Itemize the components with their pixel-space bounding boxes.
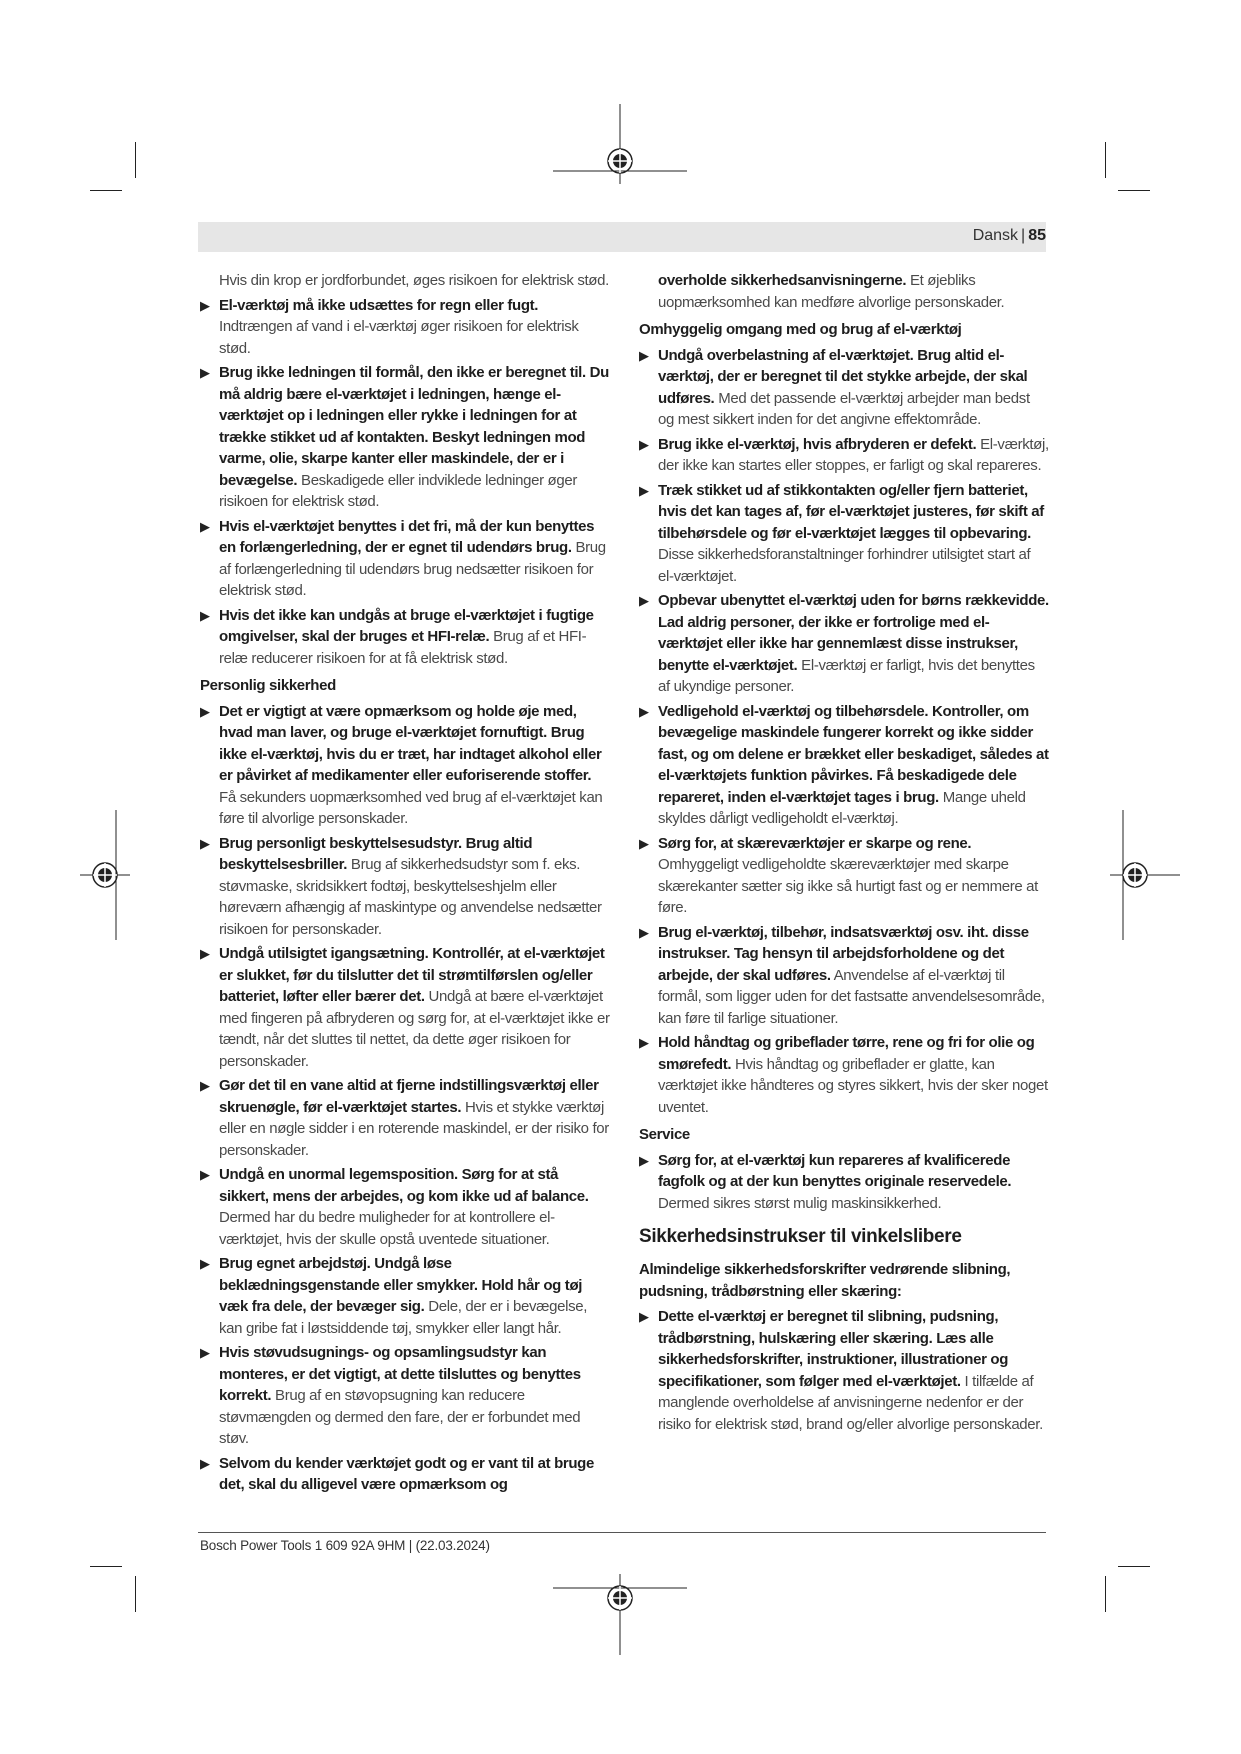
safety-item-rule: Sørg for, at skæreværktøjer er skarpe og rene. [658,834,972,852]
bullet-arrow-icon: ▶ [200,1078,210,1093]
safety-item [639,1032,1049,1118]
safety-item-rule: Opbevar ubenyttet el-værktøj uden for børns rækkevidde. Lad aldrig personer, der ikke er fortrolige med el-værktøjet eller ikke har gennemlæst disse instrukser, benytte el-værktøjet. [658,592,1049,674]
safety-item [200,1253,610,1339]
safety-item-rule: Brug ikke ledningen til formål, den ikke er beregnet til. Du må aldrig bære el-værktøjet i ledningen, hænge el-værktøjet op i ledningen eller rykke i ledningen for at trække stikket ud af kontakten. Beskyt ledningen mod varme, olie, skarpe kanter eller maskindele, der er i bevægelse. [219,364,609,489]
safety-item-explanation: Dele, der er i bevægelse, kan gribe fat i løstsiddende tøj, smykker eller langt hår. [219,1298,588,1337]
safety-item [200,516,610,602]
registration-mark-icon [80,810,130,940]
safety-item-rule: Træk stikket ud af stikkontakten og/eller fjern batteriet, hvis det kan tages af, før el-værktøjet justeres, før skift af tilbehørsdele og før el-værktøjet lægges til opbevaring. [658,481,1044,542]
bullet-arrow-icon: ▶ [639,1309,649,1324]
crop-mark [135,1576,136,1612]
item-list [200,701,610,1496]
registration-mark-icon [553,1560,687,1655]
registration-mark-icon [553,104,687,199]
section-heading-personal: Personlig sikkerhed [200,677,336,694]
safety-item-rule: Gør det til en vane altid at fjerne indstillingsværktøj eller skruenøgle, før el-værktøjet startes. [219,1077,599,1116]
safety-item-rule: El-værktøj må ikke udsættes for regn eller fugt. [219,296,539,314]
safety-item-explanation: Dermed sikres størst mulig maskinsikkerhed. [658,1194,942,1212]
safety-item-rule: Dette el-værktøj er beregnet til slibning, pudsning, trådbørstning, hulskæring eller skæring. Læs alle sikkerhedsforskrifter, instruktioner, illustrationer og specifikationer, som følger med el-værktøjet. [658,1308,1009,1390]
continuation-text: Et øjebliks uopmærksomhed kan medføre alvorlige personskader. [658,272,1005,311]
bullet-arrow-icon: ▶ [200,946,210,961]
safety-item [200,701,610,830]
safety-item [200,295,610,360]
continuation-bold: overholde sikkerhedsanvisningerne. [658,272,907,289]
heading-angle-grinder-safety: Sikkerhedsinstrukser til vinkelslibere [639,1226,962,1247]
safety-item [200,1075,610,1161]
safety-item [639,345,1049,431]
header-text: Dansk | 85 [972,227,1046,244]
safety-item-explanation: Brug af forlængerledning til udendørs brug nedsætter risikoen for elektrisk stød. [219,539,606,599]
safety-item-explanation: Brug af sikkerhedsudstyr som f. eks. støvmaske, skridsikkert fodtøj, beskyttelseshjelm eller høreværn afhængig af maskintype og anvendelse nedsætter risikoen for personskader. [219,856,602,938]
safety-item [639,922,1049,1030]
safety-item [200,1164,610,1250]
footer-rule [198,1532,1046,1533]
safety-item-rule: Undgå utilsigtet igangsætning. Kontrollér, at el-værktøjet er slukket, før du tilslutter det til strømtilførslen og/eller batteriet, løfter eller bærer det. [219,945,605,1005]
registration-mark-icon [1110,810,1180,940]
safety-item [200,362,610,513]
item-list [639,345,1049,1119]
safety-item [200,1453,610,1496]
safety-item [639,1150,1049,1215]
crop-mark [1118,190,1150,191]
bullet-arrow-icon: ▶ [639,482,649,498]
safety-item-explanation: Indtrængen af vand i el-værktøj øger risikoen for elektrisk stød. [219,318,579,357]
bullet-arrow-icon: ▶ [639,835,649,851]
safety-item-explanation: Beskadigede eller indviklede ledninger øger risikoen for elektrisk stød. [219,471,577,510]
safety-item-rule: Det er vigtigt at være opmærksom og holde øje med, hvad man laver, og bruge el-værktøjet fornuftigt. Brug ikke el-værktøj, hvis du er træt, har indtaget alkohol eller er påvirket af medikamenter eller euforiserende stoffer. [219,702,602,784]
safety-item-rule: Brug egnet arbejdstøj. Undgå løse beklædningsgenstande eller smykker. Hold hår og tøj væk fra dele, der bevæger sig. [219,1255,583,1315]
bullet-arrow-icon: ▶ [200,518,210,534]
footer-text: Bosch Power Tools 1 609 92A 9HM | (22.03.2024) [200,1538,490,1553]
safety-item-explanation: Disse sikkerhedsforanstaltninger forhindrer utilsigtet start af el-værktøjet. [658,546,1031,585]
safety-item-explanation: Få sekunders uopmærksomhed ved brug af el-værktøjet kan føre til alvorlige personskader. [219,788,603,827]
safety-item-rule: Hvis el-værktøjet benyttes i det fri, må der kun benyttes en forlængerledning, der er egnet til udendørs brug. [219,517,595,556]
bullet-arrow-icon: ▶ [200,1455,210,1471]
safety-item-rule: Hvis det ikke kan undgås at bruge el-værktøjet i fugtige omgivelser, skal der bruges et HFI-relæ. [219,606,594,645]
safety-item-explanation: Mange uheld skyldes dårligt vedligeholdt el-værktøj. [658,788,1026,827]
safety-item-explanation: Anvendelse af el-værktøj til formål, som ligger uden for det fastsatte anvendelsesområde, kan føre til farlige situationer. [658,966,1045,1027]
safety-item-explanation: El-værktøj, der ikke kan startes eller stoppes, er farligt og skal repareres. [658,435,1049,474]
safety-item-rule: Brug el-værktøj, tilbehør, indsatsværktøj osv. iht. disse instrukser. Tag hensyn til arbejdsforholdene og det arbejde, der skal udføres. [658,923,1029,984]
bullet-arrow-icon: ▶ [200,835,210,851]
safety-item-explanation: Omhyggeligt vedligeholdte skæreværktøjer med skarpe skærekanter sætter sig ikke så hurtigt fast og er nemmere at føre. [658,856,1038,916]
header-language: Dansk [972,227,1019,244]
safety-item [639,434,1049,477]
page-number: 85 [1028,227,1046,244]
intro-paragraph: Hvis din krop er jordforbundet, øges risikoen for elektrisk stød. [219,272,609,289]
bullet-arrow-icon: ▶ [200,607,210,623]
safety-item-rule: Hold håndtag og gribeflader tørre, rene og fri for olie og smørefedt. [658,1034,1035,1073]
bullet-arrow-icon: ▶ [200,365,210,380]
bullet-arrow-icon: ▶ [200,703,210,719]
safety-item-rule: Undgå en unormal legemsposition. Sørg for at stå sikkert, mens der arbejdes, og kom ikke ud af balance. [219,1166,589,1205]
section-heading-careful-use: Omhyggelig omgang med og brug af el-værktøj [639,321,962,338]
safety-item [639,833,1049,919]
safety-item [639,590,1049,698]
safety-item-explanation: Brug af en støvopsugning kan reducere støvmængden og dermed den fare, der er forbundet med støv. [219,1387,581,1447]
subheading-general-rules: Almindelige sikkerhedsforskrifter vedrørende slibning, pudsning, trådbørstning eller skæring: [639,1261,1011,1300]
safety-item-rule: Sørg for, at el-værktøj kun repareres af kvalificerede fagfolk og at der kun benyttes originale reservedele. [658,1151,1012,1190]
safety-item-explanation: Hvis et stykke værktøj eller en nøgle sidder i en roterende maskindel, er der risiko for personskader. [219,1098,609,1159]
safety-item [200,605,610,670]
safety-item [639,480,1049,588]
crop-mark [90,1566,122,1567]
safety-item-rule: Brug personligt beskyttelsesudstyr. Brug altid beskyttelsesbriller. [219,834,533,873]
safety-item-explanation: Brug af et HFI-relæ reducerer risikoen for at få elektrisk stød. [219,628,587,667]
bullet-arrow-icon: ▶ [200,1345,210,1360]
bullet-arrow-icon: ▶ [639,436,649,452]
safety-item-rule: Vedligehold el-værktøj og tilbehørsdele. Kontroller, om bevægelige maskindele fungerer korrekt og ikke sidder fast, og om delene er brækket eller beskadiget, således at el-værktøjets funktion påvirkes. Få beskadigede dele repareret, inden el-værktøjet tages i brug. [658,702,1049,806]
safety-item [639,1306,1049,1435]
bullet-arrow-icon: ▶ [639,924,649,940]
safety-item-explanation: Med det passende el-værktøj arbejder man bedst og mest sikkert inden for det angivne effektområde. [658,389,1030,428]
item-list [639,1306,1049,1435]
section-heading-service: Service [639,1126,690,1143]
safety-item-explanation: Undgå at bære el-værktøjet med fingeren på afbryderen og sørg for, at el-værktøjet ikke er tændt, når det sluttes til nettet, da dette øger risikoen for personskader. [219,988,610,1070]
crop-mark [90,190,122,191]
safety-item [639,701,1049,830]
bullet-arrow-icon: ▶ [200,1167,210,1182]
safety-item-explanation: El-værktøj er farligt, hvis det benyttes af ukyndige personer. [658,656,1035,695]
crop-mark [1118,1566,1150,1567]
safety-item-rule: Brug ikke el-værktøj, hvis afbryderen er defekt. [658,435,977,453]
safety-item [200,943,610,1072]
crop-mark [135,142,136,178]
crop-mark [1105,142,1106,178]
safety-item-explanation: I tilfælde af manglende overholdelse af anvisningerne nedenfor er der risiko for elektrisk stød, brand og/eller alvorlige personskader. [658,1372,1043,1433]
bullet-arrow-icon: ▶ [639,593,649,608]
bullet-arrow-icon: ▶ [639,703,649,719]
safety-item-rule: Hvis støvudsugnings- og opsamlingsudstyr kan monteres, er det vigtigt, at dette tilsluttes og benyttes korrekt. [219,1344,581,1404]
bullet-arrow-icon: ▶ [200,1256,210,1271]
safety-item [200,833,610,941]
crop-mark [1105,1576,1106,1612]
page-header [198,222,1046,252]
safety-item [200,1342,610,1450]
item-list [639,1150,1049,1215]
bullet-arrow-icon: ▶ [639,347,649,363]
safety-item-explanation: Dermed har du bedre muligheder for at kontrollere el-værktøjet, hvis der skulle opstå uventede situationer. [219,1209,555,1248]
item-list [200,295,610,670]
left-column [200,270,610,1499]
continuation-paragraph [639,270,1049,313]
bullet-arrow-icon: ▶ [639,1035,649,1050]
right-column [639,270,1049,1438]
bullet-arrow-icon: ▶ [200,297,210,313]
safety-item-rule: Selvom du kender værktøjet godt og er vant til at bruge det, skal du alligevel være opmærksom og [219,1454,594,1493]
safety-item-rule: Undgå overbelastning af el-værktøjet. Brug altid el-værktøj, der er beregnet til det stykke arbejde, der skal udføres. [658,346,1028,407]
safety-item-explanation: Hvis håndtag og gribeflader er glatte, kan værktøjet ikke håndteres og styres sikkert, hvis der sker noget uventet. [658,1055,1048,1116]
bullet-arrow-icon: ▶ [639,1152,649,1168]
